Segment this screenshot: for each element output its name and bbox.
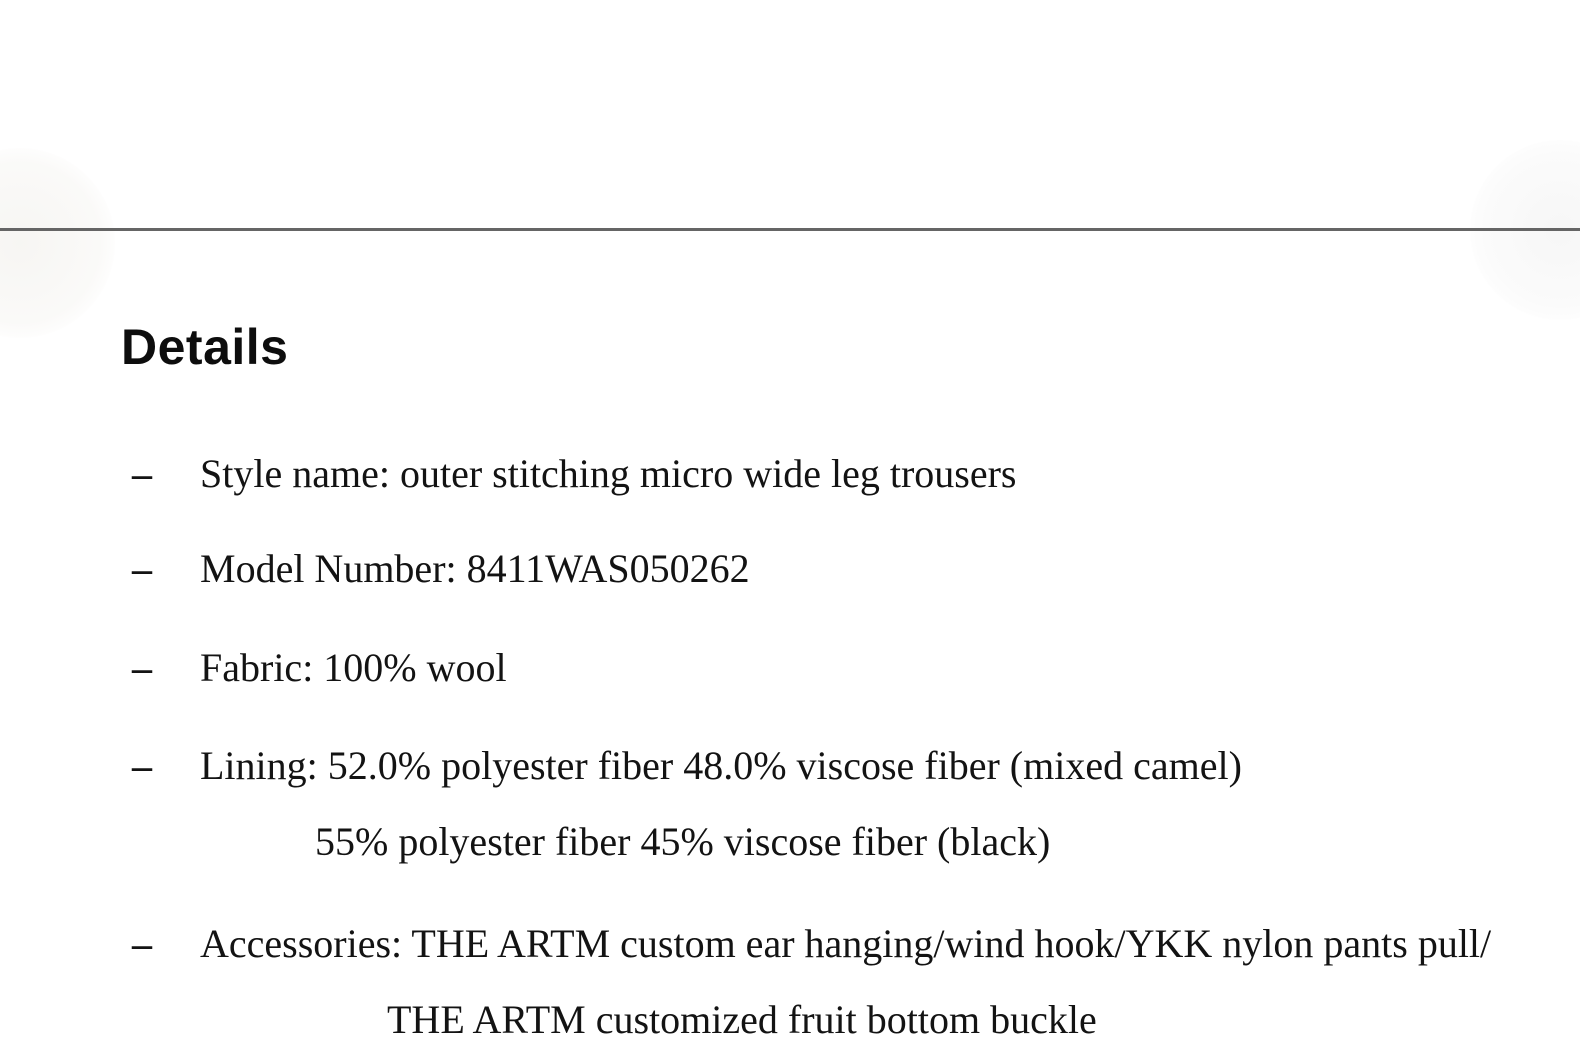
- details-list: [0, 436, 1580, 1058]
- list-item-line: Style name: outer stitching micro wide leg trousers: [200, 451, 1017, 496]
- dash-bullet: –: [132, 451, 152, 496]
- dash-bullet: –: [132, 645, 152, 690]
- list-item-line: Accessories: THE ARTM custom ear hanging/wind hook/YKK nylon pants pull/: [200, 921, 1492, 966]
- list-item-text: [200, 728, 1520, 880]
- section-divider-line: [0, 228, 1580, 231]
- list-item-text: [200, 531, 1520, 607]
- list-item: [0, 630, 1580, 706]
- dash-bullet: –: [132, 921, 152, 966]
- list-item-line: Lining: 52.0% polyester fiber 48.0% viscose fiber (mixed camel): [200, 743, 1242, 788]
- page-title: Details: [121, 318, 289, 375]
- left-edge-blob-decoration: [0, 148, 115, 338]
- list-item: [0, 531, 1580, 607]
- list-item: [0, 728, 1580, 880]
- list-item-line: Fabric: 100% wool: [200, 645, 507, 690]
- list-item-continuation-line: THE ARTM customized fruit bottom buckle: [387, 997, 1097, 1042]
- list-item-line: Model Number: 8411WAS050262: [200, 546, 750, 591]
- list-item-text: [200, 906, 1520, 1058]
- list-item: [0, 906, 1580, 1058]
- list-item-continuation-line: 55% polyester fiber 45% viscose fiber (black): [315, 819, 1051, 864]
- list-item: [0, 436, 1580, 512]
- list-item-text: [200, 436, 1520, 512]
- dash-bullet: –: [132, 743, 152, 788]
- list-item-text: [200, 630, 1520, 706]
- dash-bullet: –: [132, 546, 152, 591]
